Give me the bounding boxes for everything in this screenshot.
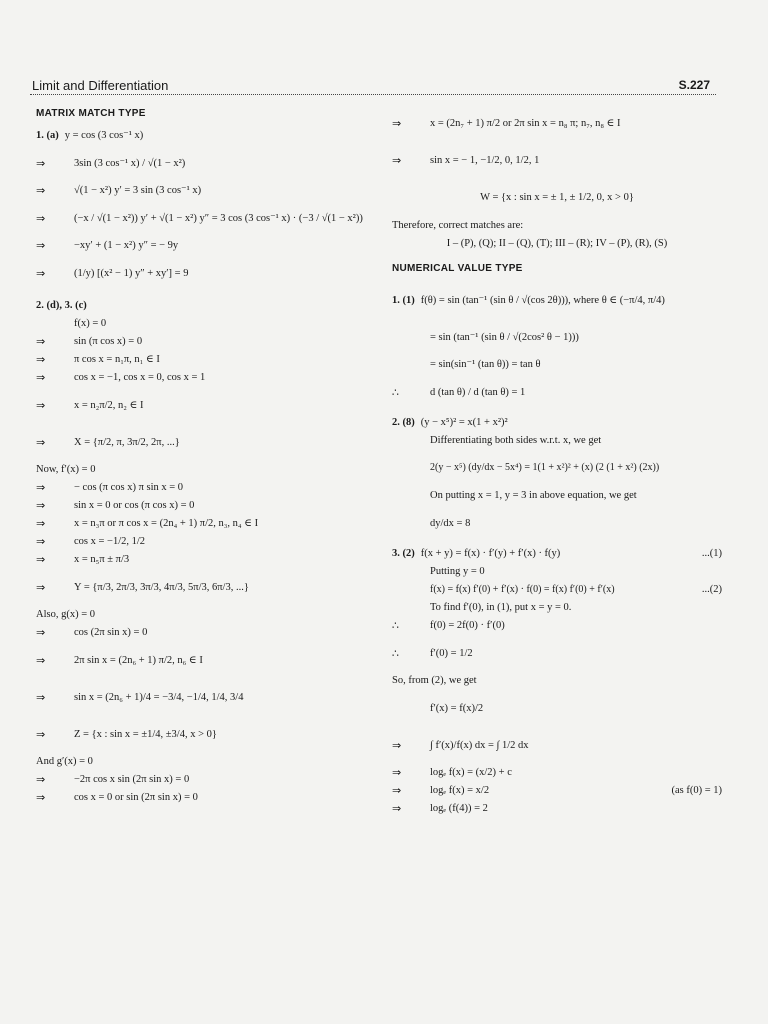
eq-tag-1: ...(1) — [701, 548, 722, 560]
q2-line-10 — [36, 517, 366, 532]
implies-icon: ⇒ — [36, 499, 46, 513]
q2-eq-0: f(x) = 0 — [74, 318, 107, 330]
q2-line-1 — [36, 317, 366, 332]
page-number: S.227 — [678, 78, 710, 92]
q2-eq-18: And g′(x) = 0 — [36, 756, 93, 768]
q2-line-19 — [36, 755, 366, 770]
q2-line-7 — [36, 463, 366, 478]
q2-eq-14: cos (2π sin x) = 0 — [74, 627, 148, 639]
implies-icon: ⇒ — [36, 211, 46, 225]
implies-icon: ⇒ — [36, 481, 46, 495]
q1-line-0 — [36, 129, 366, 144]
implies-icon: ⇒ — [36, 773, 46, 787]
r-top-line-1 — [392, 144, 722, 178]
implies-icon: ⇒ — [36, 266, 46, 280]
q1-line-2 — [36, 184, 366, 199]
q2-eq-7: − cos (π cos x) π sin x = 0 — [74, 482, 184, 494]
implies-icon: ⇒ — [36, 580, 46, 594]
implies-icon: ⇒ — [36, 517, 46, 531]
n1-eq-2: = sin(sin⁻¹ (tan θ)) = tan θ — [430, 359, 541, 371]
q2-line-14 — [36, 608, 366, 623]
q1-eq-4: −xy′ + (1 − x²) y″ = − 9y — [74, 240, 179, 252]
implies-icon: ⇒ — [36, 435, 46, 449]
q1-line-3 — [36, 202, 366, 236]
n3-eq-5: f′(0) = 1/2 — [430, 647, 473, 659]
eq-tag-2: ...(2) — [701, 584, 722, 596]
n3-line-9 — [392, 766, 722, 781]
implies-icon: ⇒ — [36, 371, 46, 385]
q1-eq-1: 3sin (3 cos⁻¹ x) / √(1 − x²) — [74, 157, 186, 169]
implies-icon: ⇒ — [36, 553, 46, 567]
q2-eq-19: −2π cos x sin (2π sin x) = 0 — [74, 774, 190, 786]
n3-eq-10: logₑ f(x) = x/2 — [430, 785, 490, 797]
q2-line-18 — [36, 718, 366, 752]
implies-icon: ⇒ — [36, 535, 46, 549]
implies-icon: ⇒ — [36, 156, 46, 170]
implies-icon: ⇒ — [36, 727, 46, 741]
q2-eq-1: sin (π cos x) = 0 — [74, 336, 143, 348]
q2-eq-10: cos x = −1/2, 1/2 — [74, 536, 146, 548]
r-top-eq-2: W = {x : sin x = ± 1, ± 1/2, 0, x > 0} — [480, 192, 634, 204]
n2-eq-3: On putting x = 1, y = 3 in above equation, we get — [430, 490, 637, 502]
implies-icon: ⇒ — [36, 239, 46, 253]
implies-icon: ⇒ — [392, 738, 402, 752]
q2-eq-3: cos x = −1, cos x = 0, cos x = 1 — [74, 372, 206, 384]
n2-line-0 — [392, 416, 722, 431]
n3-eq-6: So, from (2), we get — [392, 675, 477, 687]
implies-icon: ⇒ — [36, 626, 46, 640]
q2-line-15 — [36, 626, 366, 641]
q2-eq-9: x = n₃π or π cos x = (2n₄ + 1) π/2, n₃, n₄ ∈ I — [74, 518, 259, 530]
q2-eq-11: x = n₅π ± π/3 — [74, 554, 130, 566]
n3-line-2 — [392, 583, 722, 598]
right-column — [392, 104, 722, 820]
n2-line-3 — [392, 489, 722, 504]
q2-eq-5: X = {π/2, π, 3π/2, 2π, ...} — [74, 436, 180, 448]
n3-eq-4: f(0) = 2f(0) · f′(0) — [430, 620, 505, 632]
q1-line-4 — [36, 239, 366, 254]
header-rule — [30, 94, 716, 95]
n3-eq-0: f(x + y) = f(x) · f′(y) + f′(x) · f(y) — [420, 548, 561, 560]
n2-eq-2: 2(y − x⁵) (dy/dx − 5x⁴) = 1(1 + x²)² + (x) (2 (1 + x²) (2x)) — [430, 462, 660, 474]
q2-eq-6: Now, f′(x) = 0 — [36, 464, 96, 476]
eq-tag-3: (as f(0) = 1) — [671, 785, 722, 797]
r-top-line-4 — [392, 236, 722, 251]
r-top-eq-1: sin x = − 1, −1/2, 0, 1/2, 1 — [430, 155, 540, 167]
n3-eq-1: Putting y = 0 — [430, 566, 485, 578]
n2-line-2 — [392, 452, 722, 486]
n1-line-0 — [392, 284, 722, 318]
n3-line-6 — [392, 674, 722, 689]
q1-line-1 — [36, 147, 366, 181]
q2-line-2 — [36, 335, 366, 350]
r-top-line-3 — [392, 218, 722, 233]
q2-line-20 — [36, 773, 366, 788]
n1-eq-3: d (tan θ) / d (tan θ) = 1 — [430, 386, 526, 398]
n1-label: 1. (1) — [392, 294, 415, 306]
n2-eq-4: dy/dx = 8 — [430, 517, 471, 529]
n2-eq-1: Differentiating both sides w.r.t. x, we get — [430, 435, 602, 447]
therefore-icon: ∴ — [392, 385, 399, 399]
q2-line-0 — [36, 299, 366, 314]
q2-line-4 — [36, 371, 366, 386]
q2-line-21 — [36, 791, 366, 806]
n3-line-11 — [392, 802, 722, 817]
implies-icon: ⇒ — [36, 353, 46, 367]
n1-line-3 — [392, 376, 722, 410]
implies-icon: ⇒ — [392, 784, 402, 798]
n1-line-1 — [392, 321, 722, 355]
n1-eq-0: f(θ) = sin (tan⁻¹ (sin θ / √(cos 2θ))), where θ ∈ (−π/4, π/4) — [420, 294, 665, 306]
implies-icon: ⇒ — [36, 398, 46, 412]
n1-eq-1: = sin (tan⁻¹ (sin θ / √(2cos² θ − 1))) — [430, 331, 579, 343]
q2-line-5 — [36, 389, 366, 423]
implies-icon: ⇒ — [36, 791, 46, 805]
q2-eq-17: Z = {x : sin x = ±1/4, ±3/4, x > 0} — [74, 728, 217, 740]
implies-icon: ⇒ — [392, 766, 402, 780]
n3-line-7 — [392, 692, 722, 726]
q2-eq-20: cos x = 0 or sin (2π sin x) = 0 — [74, 792, 198, 804]
n1-line-2 — [392, 358, 722, 373]
r-top-line-0 — [392, 107, 722, 141]
n3-line-8 — [392, 729, 722, 763]
q2-line-3 — [36, 353, 366, 368]
left-column — [36, 104, 366, 809]
n3-line-10 — [392, 784, 722, 799]
q1-eq-2: √(1 − x²) y′ = 3 sin (3 cos⁻¹ x) — [74, 185, 202, 197]
n2-line-1 — [392, 434, 722, 449]
n3-line-3 — [392, 601, 722, 616]
r-top-eq-4: I – (P), (Q); II – (Q), (T); III – (R); IV – (P), (R), (S) — [446, 237, 668, 249]
q1-eq-5: (1/y) [(x² − 1) y″ + xy′] = 9 — [74, 267, 189, 279]
q2-line-13 — [36, 571, 366, 605]
n3-line-4 — [392, 619, 722, 634]
implies-icon: ⇒ — [392, 117, 402, 131]
n3-line-1 — [392, 565, 722, 580]
q2-line-8 — [36, 481, 366, 496]
q2-line-12 — [36, 553, 366, 568]
n3-eq-3: To find f′(0), in (1), put x = y = 0. — [430, 602, 572, 614]
n2-label: 2. (8) — [392, 417, 415, 429]
q2-eq-13: Also, g(x) = 0 — [36, 609, 96, 621]
n3-eq-7: f′(x) = f(x)/2 — [430, 702, 484, 714]
n2-eq-0: (y − x⁵)² = x(1 + x²)² — [420, 417, 508, 429]
implies-icon: ⇒ — [36, 335, 46, 349]
q1-eq-3: (−x / √(1 − x²)) y′ + √(1 − x²) y″ = 3 cos (3 cos⁻¹ x) · (−3 / √(1 − x²)) — [74, 212, 363, 224]
q1-label: 1. (a) — [36, 130, 59, 142]
section-title-numerical: NUMERICAL VALUE TYPE — [392, 263, 523, 274]
n2-line-4 — [392, 507, 722, 541]
q2-eq-4: x = n₂π/2, n₂ ∈ I — [74, 399, 144, 411]
q2-eq-8: sin x = 0 or cos (π cos x) = 0 — [74, 500, 195, 512]
r-top-line-2 — [392, 181, 722, 215]
q2-line-11 — [36, 535, 366, 550]
n3-line-5 — [392, 637, 722, 671]
r-top-eq-3: Therefore, correct matches are: — [392, 219, 524, 231]
q2-eq-12: Y = {π/3, 2π/3, 3π/3, 4π/3, 5π/3, 6π/3, ...} — [74, 581, 249, 593]
n3-eq-9: logₑ f(x) = (x/2) + c — [430, 767, 512, 779]
q2-eq-2: π cos x = n₁π, n₁ ∈ I — [74, 354, 160, 366]
implies-icon: ⇒ — [36, 690, 46, 704]
q1-eq-0: y = cos (3 cos⁻¹ x) — [64, 130, 144, 142]
therefore-icon: ∴ — [392, 619, 399, 633]
chapter-title: Limit and Differentiation — [32, 78, 169, 93]
n3-eq-2: f(x) = f(x) f′(0) + f′(x) · f(0) = f(x) f′(0) + f′(x) — [430, 583, 615, 595]
q1-line-5 — [36, 257, 366, 291]
q2-line-6 — [36, 426, 366, 460]
q2-line-9 — [36, 499, 366, 514]
q2-line-16 — [36, 644, 366, 678]
q2-line-17 — [36, 681, 366, 715]
implies-icon: ⇒ — [392, 154, 402, 168]
section-title-matrix-match: MATRIX MATCH TYPE — [36, 108, 146, 119]
implies-icon: ⇒ — [392, 802, 402, 816]
r-top-eq-0: x = (2n₇ + 1) π/2 or 2π sin x = n₈ π; n₇, n₈ ∈ I — [430, 118, 621, 130]
implies-icon: ⇒ — [36, 653, 46, 667]
q2-eq-15: 2π sin x = (2n₆ + 1) π/2, n₆ ∈ I — [74, 654, 203, 666]
q2-label: 2. (d), 3. (c) — [36, 300, 87, 312]
implies-icon: ⇒ — [36, 184, 46, 198]
n3-label: 3. (2) — [392, 548, 415, 560]
n3-eq-11: logₑ (f(4)) = 2 — [430, 803, 488, 815]
therefore-icon: ∴ — [392, 646, 399, 660]
n3-line-0 — [392, 547, 722, 562]
q2-eq-16: sin x = (2n₆ + 1)/4 = −3/4, −1/4, 1/4, 3/4 — [74, 691, 244, 703]
n3-eq-8: ∫ f′(x)/f(x) dx = ∫ 1/2 dx — [430, 739, 529, 751]
